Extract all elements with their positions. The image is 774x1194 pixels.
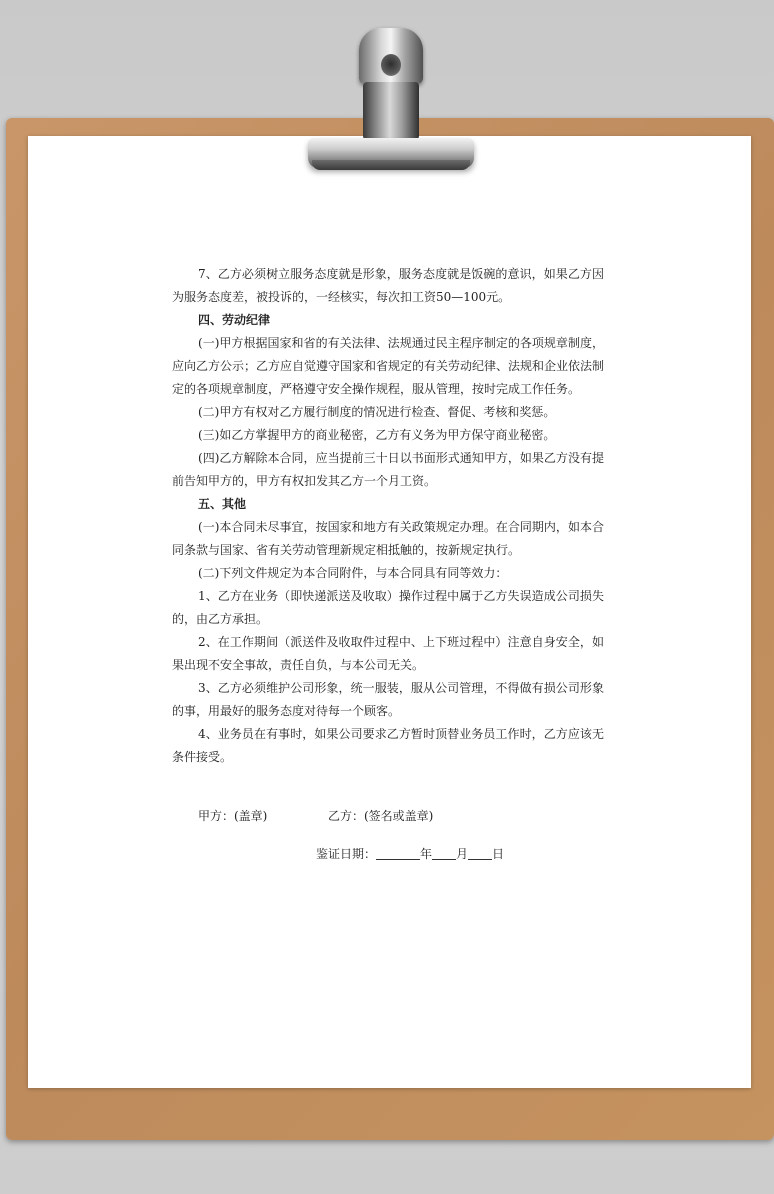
day-blank	[468, 847, 492, 860]
section-heading: 五、其他	[198, 497, 247, 511]
year-blank	[376, 847, 420, 860]
paragraph: 3、乙方必须维护公司形象，统一服装，服从公司管理，不得做有损公司形象的事，用最好的服务态度对待每一个顾客。	[172, 681, 604, 718]
paragraph: 4、业务员在有事时，如果公司要求乙方暂时顶替业务员工作时，乙方应该无条件接受。	[172, 727, 604, 764]
year-label: 年	[420, 847, 433, 861]
month-blank	[432, 847, 456, 860]
paragraph: (一)本合同未尽事宜，按国家和地方有关政策规定办理。在合同期内，如本合同条款与国家、省有关劳动管理新规定相抵触的，按新规定执行。	[172, 520, 604, 557]
paragraph: 1、乙方在业务（即快递派送及收取）操作过程中属于乙方失误造成公司损失的，由乙方承担。	[172, 589, 604, 626]
verification-date	[316, 845, 504, 862]
date-label: 鉴证日期：	[316, 847, 377, 861]
paragraph: (四)乙方解除本合同，应当提前三十日以书面形式通知甲方，如果乙方没有提前告知甲方的，甲方有权扣发其乙方一个月工资。	[172, 451, 604, 488]
paragraph: (一)甲方根据国家和省的有关法律、法规通过民主程序制定的各项规章制度，应向乙方公示；乙方应自觉遵守国家和省规定的有关劳动纪律、法规和企业依法制定的各项规章制度，严格遵守安全操作规程，服从管理，按时完成工作任务。	[172, 336, 605, 396]
paragraph: (二)下列文件规定为本合同附件，与本合同具有同等效力：	[198, 566, 508, 580]
month-label: 月	[456, 847, 469, 861]
binder-clip-neck	[363, 82, 419, 140]
day-label: 日	[492, 847, 505, 861]
party-a-signature: 甲方：(盖章)	[198, 809, 268, 823]
paragraph: 2、在工作期间（派送件及收取件过程中、上下班过程中）注意自身安全，如果出现不安全事故，责任自负，与本公司无关。	[172, 635, 604, 672]
paragraph: 7、乙方必须树立服务态度就是形象，服务态度就是饭碗的意识，如果乙方因为服务态度差，被投诉的，一经核实，每次扣工资50—100元。	[172, 267, 604, 304]
paragraph: (三)如乙方掌握甲方的商业秘密，乙方有义务为甲方保守商业秘密。	[198, 428, 556, 442]
binder-clip-lip	[312, 160, 470, 170]
party-b-signature: 乙方：(签名或盖章)	[328, 809, 434, 823]
section-heading: 四、劳动纪律	[198, 313, 271, 327]
contract-text	[172, 263, 604, 769]
binder-clip-hole	[381, 54, 401, 76]
paragraph: (二)甲方有权对乙方履行制度的情况进行检查、督促、考核和奖惩。	[198, 405, 556, 419]
